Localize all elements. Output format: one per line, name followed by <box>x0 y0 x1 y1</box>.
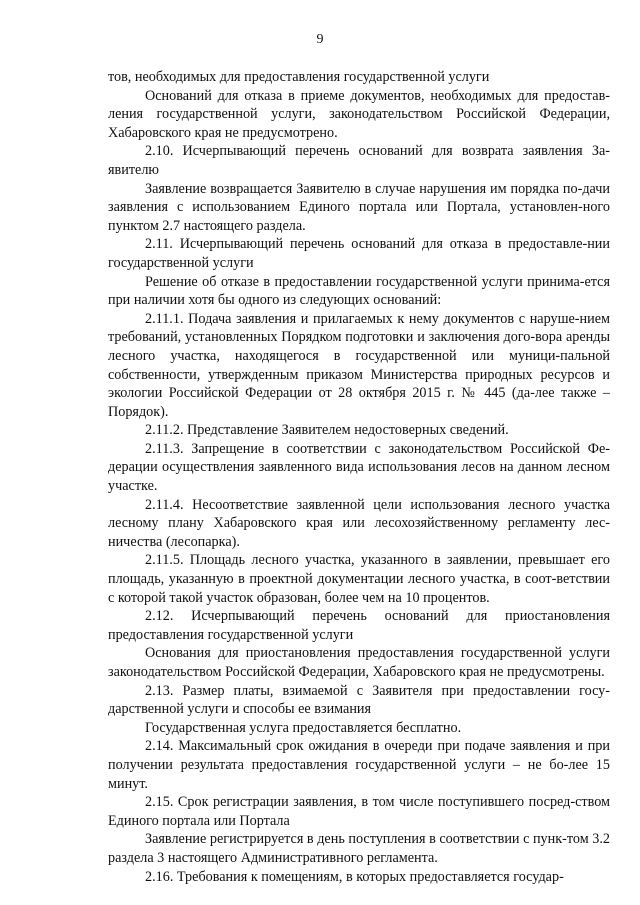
paragraph: Решение об отказе в предоставлении государственной услуги принима-ется при наличии хотя бы одного из следующих оснований: <box>108 273 610 309</box>
paragraph: 2.12. Исчерпывающий перечень оснований для приостановления предоставления государственной услуги <box>108 608 610 643</box>
paragraph: 2.11.1. Подача заявления и прилагаемых к нему документов с наруше-нием требований, установленных Порядком подготовки и заключения дого-вора аренды лесного участка, находящегося в государственной или муници-пальной собственности, утвержденным приказом Министерства природных ресурсов и экологии Российской Федерации от 28 октября 2015 г. № 445 (да-лее также – Порядок). <box>108 310 610 420</box>
paragraph: Государственная услуга предоставляется бесплатно. <box>145 719 462 736</box>
paragraph: 2.11.4. Несоответствие заявленной цели использования лесного участка лесному плану Хабаровского края или лесохозяйственному регламенту лес-ничества (лесопарка). <box>108 496 610 550</box>
paragraph: 2.11. Исчерпывающий перечень оснований для отказа в предоставле-нии государственной услуги <box>108 236 610 271</box>
document-body <box>108 68 610 886</box>
paragraph: 2.11.5. Площадь лесного участка, указанного в заявлении, превышает его площадь, указанную в проектной документации лесного участка, в соот-ветствии с которой такой участок образован, более чем на 10 процентов. <box>108 552 610 606</box>
paragraph: 2.10. Исчерпывающий перечень оснований для возврата заявления За-явителю <box>108 143 610 178</box>
paragraph: 2.15. Срок регистрации заявления, в том числе поступившего посред-ством Единого портала или Портала <box>108 794 610 829</box>
paragraph: 2.11.3. Запрещение в соответствии с законодательством Российской Фе-дерации осуществления заявленного вида использования лесов на данном лесном участке. <box>108 440 610 495</box>
page-number: 9 <box>316 32 324 47</box>
paragraph: тов, необходимых для предоставления государственной услуги <box>108 69 490 85</box>
paragraph: 2.11.2. Представление Заявителем недостоверных сведений. <box>145 422 509 439</box>
paragraph: 2.13. Размер платы, взимаемой с Заявителя при предоставлении госу-дарственной услуги и способы ее взимания <box>108 682 610 718</box>
paragraph: 2.16. Требования к помещениям, в которых предоставляется государ- <box>145 868 564 885</box>
paragraph: Заявление регистрируется в день поступления в соответствии с пунк-том 3.2 раздела 3 настоящего Административного регламента. <box>108 831 610 866</box>
paragraph: Оснований для отказа в приеме документов, необходимых для предостав-ления государственной услуги, законодательством Российской Федерации, Хабаровского края не предусмотрено. <box>108 87 610 141</box>
paragraph: 2.14. Максимальный срок ожидания в очереди при подаче заявления и при получении результата предоставления государственной услуги – не бо-лее 15 минут. <box>108 738 610 792</box>
paragraph: Заявление возвращается Заявителю в случае нарушения им порядка по-дачи заявления с использованием Единого портала или Портала, установлен-ного пунктом 2.7 настоящего раздела. <box>108 180 610 234</box>
paragraph: Основания для приостановления предоставления государственной услуги законодательством Российской Федерации, Хабаровского края не предусмотрены. <box>108 645 610 680</box>
